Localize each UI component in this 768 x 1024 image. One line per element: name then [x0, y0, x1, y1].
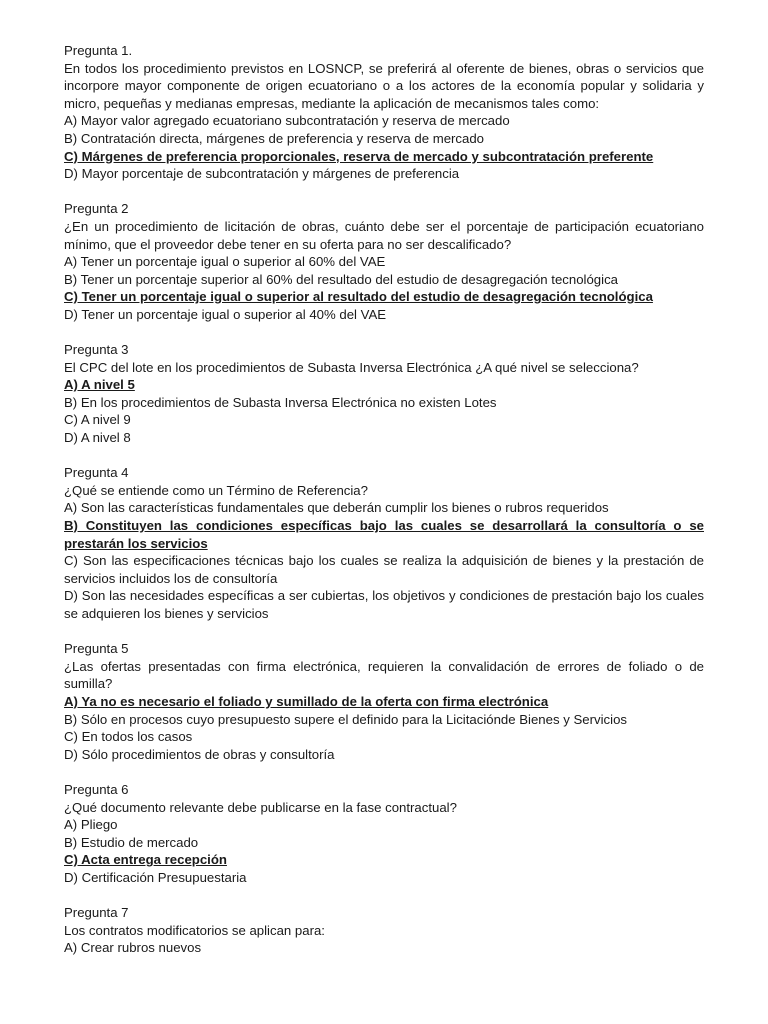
- answer-option: B) Sólo en procesos cuyo presupuesto supere el definido para la Licitaciónde Bienes y Servicios: [64, 711, 627, 727]
- answer-option: B) Tener un porcentaje superior al 60% del resultado del estudio de desagregación tecnológica: [64, 271, 618, 287]
- option-list: [64, 376, 704, 446]
- option-list: [64, 112, 704, 182]
- answer-option-correct: C) Tener un porcentaje igual o superior al resultado del estudio de desagregación tecnológica: [64, 289, 653, 305]
- question-text: ¿Las ofertas presentadas con firma electrónica, requieren la convalidación de errores de foliado o de sumilla?: [64, 658, 704, 692]
- answer-option: D) Sólo procedimientos de obras y consultoría: [64, 746, 335, 762]
- answer-option: B) Estudio de mercado: [64, 834, 199, 850]
- option-list: [64, 816, 704, 886]
- answer-option: C) En todos los casos: [64, 729, 193, 745]
- question-text: ¿Qué se entiende como un Término de Referencia?: [64, 482, 368, 498]
- question-title: Pregunta 2: [64, 201, 129, 217]
- question-block: [64, 464, 704, 622]
- answer-option: D) Certificación Presupuestaria: [64, 869, 247, 885]
- answer-option: B) En los procedimientos de Subasta Inversa Electrónica no existen Lotes: [64, 394, 497, 410]
- question-text: ¿En un procedimiento de licitación de obras, cuánto debe ser el porcentaje de participación ecuatoriano mínimo, que el proveedor debe tener en su oferta para no ser descalificado?: [64, 218, 704, 252]
- answer-option: A) Tener un porcentaje igual o superior al 60% del VAE: [64, 254, 386, 270]
- answer-option: A) Crear rubros nuevos: [64, 940, 202, 956]
- question-title: Pregunta 5: [64, 641, 129, 657]
- answer-option: A) Son las características fundamentales que deberán cumplir los bienes o rubros requeridos: [64, 500, 609, 516]
- document-page: [64, 42, 704, 974]
- option-list: [64, 939, 704, 957]
- answer-option: C) Son las especificaciones técnicas bajo los cuales se realiza la adquisición de bienes y la prestación de servicios incluidos los de consultoría: [64, 553, 704, 586]
- answer-option: D) Son las necesidades específicas a ser cubiertas, los objetivos y condiciones de prestación bajo los cuales se adquieren los bienes y servicios: [64, 588, 704, 621]
- answer-option: D) Mayor porcentaje de subcontratación y márgenes de preferencia: [64, 166, 460, 182]
- question-title: Pregunta 7: [64, 905, 129, 921]
- answer-option: D) A nivel 8: [64, 430, 131, 446]
- question-block: [64, 904, 704, 957]
- answer-option-correct: C) Márgenes de preferencia proporcionales, reserva de mercado y subcontratación preferente: [64, 148, 654, 164]
- answer-option: A) Mayor valor agregado ecuatoriano subcontratación y reserva de mercado: [64, 113, 510, 129]
- question-text: El CPC del lote en los procedimientos de Subasta Inversa Electrónica ¿A qué nivel se selecciona?: [64, 359, 639, 375]
- question-title: Pregunta 3: [64, 342, 129, 358]
- question-block: [64, 640, 704, 763]
- answer-option-correct: A) Ya no es necesario el foliado y sumillado de la oferta con firma electrónica: [64, 693, 549, 709]
- question-text: En todos los procedimiento previstos en LOSNCP, se preferirá al oferente de bienes, obras o servicios que incorpore mayor componente de origen ecuatoriano o a los actores de la economía popular y solidaria y micro, pequeñas y medianas empresas, mediante la aplicación de mecanismos tales como:: [64, 60, 704, 111]
- answer-option: B) Contratación directa, márgenes de preferencia y reserva de mercado: [64, 130, 485, 146]
- answer-option-correct: C) Acta entrega recepción: [64, 852, 227, 868]
- question-text: ¿Qué documento relevante debe publicarse en la fase contractual?: [64, 799, 457, 815]
- answer-option-correct: B) Constituyen las condiciones específicas bajo las cuales se desarrollará la consultoría o se prestarán los servicios: [64, 518, 704, 551]
- question-block: [64, 42, 704, 183]
- answer-option: D) Tener un porcentaje igual o superior al 40% del VAE: [64, 306, 387, 322]
- question-title: Pregunta 4: [64, 465, 129, 481]
- question-text: Los contratos modificatorios se aplican para:: [64, 922, 325, 938]
- option-list: [64, 499, 704, 622]
- option-list: [64, 253, 704, 323]
- answer-option: A) Pliego: [64, 817, 118, 833]
- question-title: Pregunta 6: [64, 781, 129, 797]
- answer-option-correct: A) A nivel 5: [64, 377, 135, 393]
- question-block: [64, 781, 704, 887]
- question-title: Pregunta 1.: [64, 43, 133, 58]
- question-block: [64, 200, 704, 323]
- question-block: [64, 341, 704, 447]
- option-list: [64, 693, 704, 763]
- answer-option: C) A nivel 9: [64, 412, 131, 428]
